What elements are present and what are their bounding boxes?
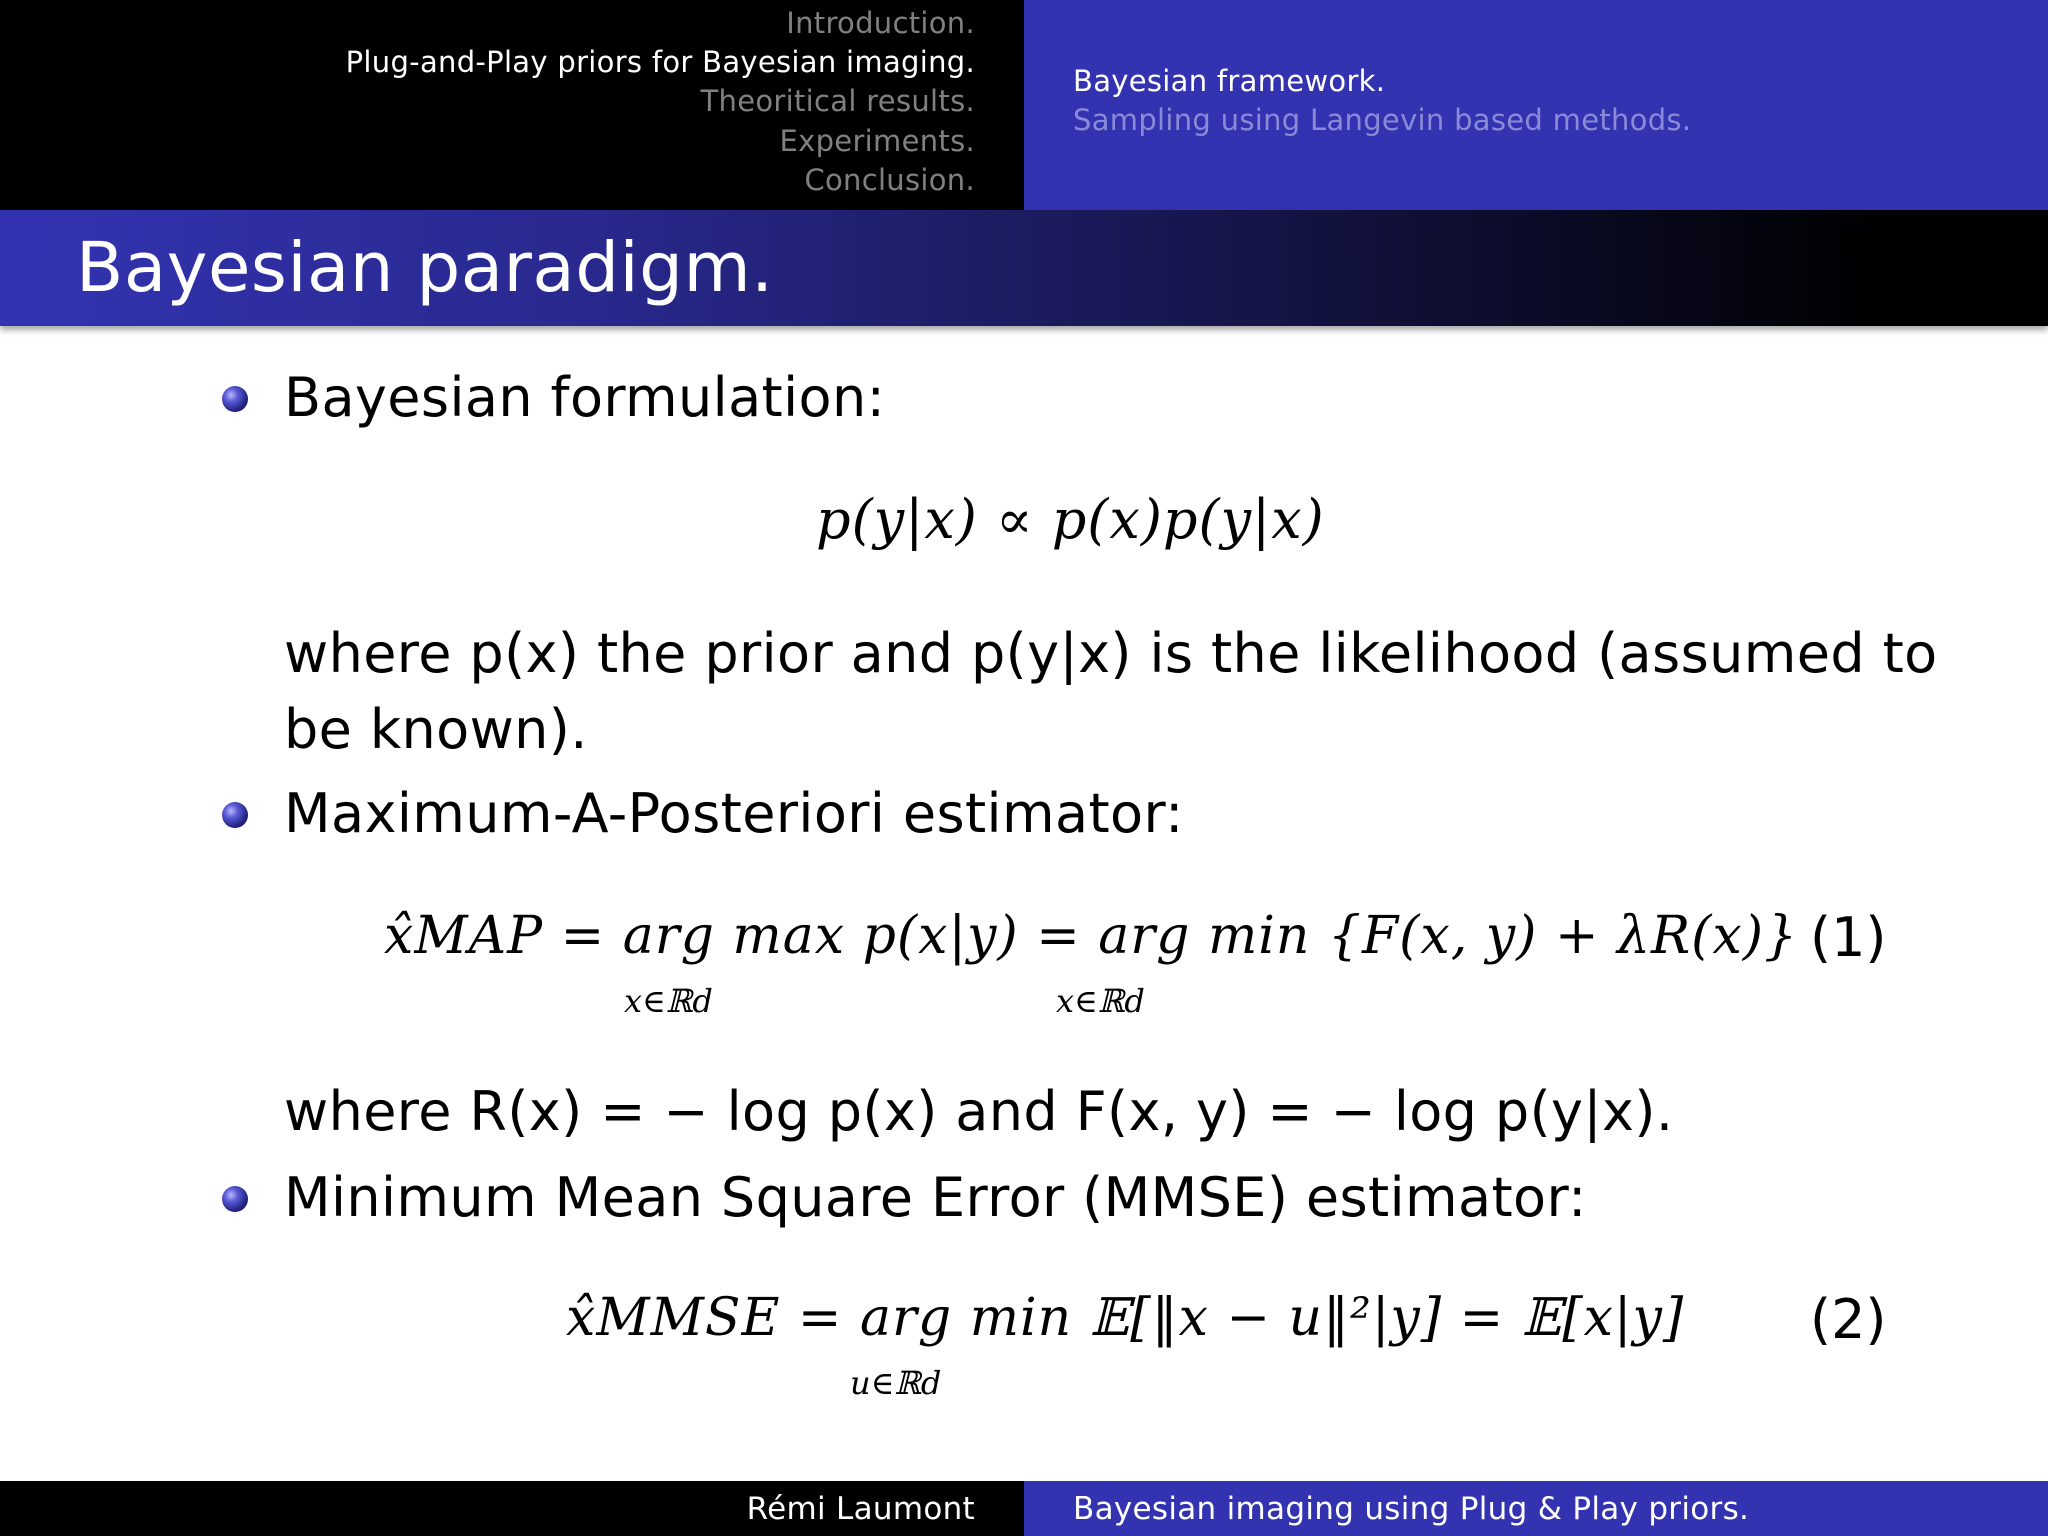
nav-section-experiments[interactable]: Experiments.: [779, 123, 975, 158]
nav-section-introduction[interactable]: Introduction.: [786, 6, 975, 40]
bullet-label: Maximum-A-Posteriori estimator:: [284, 782, 1184, 845]
frame-title: Bayesian paradigm.: [76, 228, 774, 308]
equation-map-subscript-max: x∈ℝd: [624, 982, 713, 1020]
equation-mmse: x̂MMSE = arg min 𝔼[‖x − u‖²|y] = 𝔼[x|y]: [566, 1288, 1685, 1348]
header-section-panel: [0, 0, 1024, 210]
equation-bayes: p(y|x) ∝ p(x)p(y|x): [816, 488, 1325, 551]
paragraph-line: where R(x) = − log p(x) and F(x, y) = − log p(y|x).: [284, 1080, 1674, 1143]
nav-section-conclusion[interactable]: Conclusion.: [804, 162, 975, 197]
header-subsection-panel: [1024, 0, 2048, 210]
equation-map-subscript-min: x∈ℝd: [1056, 982, 1145, 1020]
header-navigation: [0, 0, 2048, 210]
footer-author: Rémi Laumont: [746, 1491, 975, 1527]
slide-body: [0, 326, 2048, 1481]
paragraph-line: be known).: [284, 698, 588, 761]
footer: [0, 1481, 2048, 1536]
nav-subsection-langevin-sampling[interactable]: Sampling using Langevin based methods.: [1073, 103, 1692, 138]
bullet-label: Bayesian formulation:: [284, 366, 886, 429]
footer-author-panel: [0, 1481, 1024, 1536]
nav-section-pnp-priors[interactable]: Plug-and-Play priors for Bayesian imaging.: [345, 45, 975, 80]
subsection-list: [1073, 62, 1691, 140]
bullet-ball-icon: [222, 386, 248, 412]
nav-section-theoretical-results[interactable]: Theoritical results.: [700, 84, 975, 119]
bullet-ball-icon: [222, 1186, 248, 1212]
equation-number-2: (2): [1810, 1288, 1887, 1351]
frame-title-bar: [0, 210, 2048, 326]
bullet-ball-icon: [222, 802, 248, 828]
footer-title-panel: [1024, 1481, 2048, 1536]
paragraph-line: where p(x) the prior and p(y|x) is the likelihood (assumed to: [284, 622, 1938, 685]
equation-number-1: (1): [1810, 906, 1887, 969]
footer-talk-title: Bayesian imaging using Plug & Play priors.: [1073, 1491, 1750, 1527]
equation-mmse-subscript-min: u∈ℝd: [850, 1364, 942, 1402]
section-list: [346, 4, 975, 200]
paragraph-r-f-definition: [284, 1074, 1904, 1150]
paragraph-prior-likelihood: [284, 616, 1938, 768]
bullet-label: Minimum Mean Square Error (MMSE) estimator:: [284, 1166, 1587, 1229]
equation-map: x̂MAP = arg max p(x|y) = arg min {F(x, y) + λR(x)}: [384, 906, 1799, 966]
nav-subsection-bayesian-framework[interactable]: Bayesian framework.: [1073, 64, 1386, 98]
